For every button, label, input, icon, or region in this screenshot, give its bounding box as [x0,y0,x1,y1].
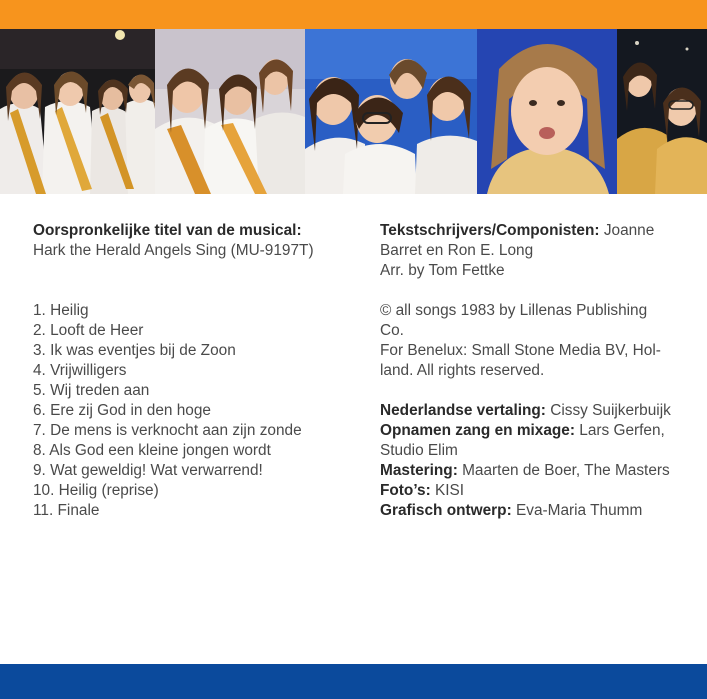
track-item: 8. Als God een kleine jongen wordt [33,442,271,459]
copyright-line-4: land. All rights reserved. [380,362,545,379]
photo-choir-girls [0,29,155,194]
photos-label: Foto’s: [380,482,431,499]
design-credit [380,501,690,521]
track-item: 7. De mens is verknocht aan zijn zonde [33,422,302,439]
writers-label: Tekstschrijvers/Componisten: [380,222,600,239]
design-value: Eva-Maria Thumm [515,502,643,519]
writers-value-2: Barret en Ron E. Long [380,242,534,259]
mastering-credit [380,461,690,481]
track-item: 11. Finale [33,502,100,519]
copyright-line-2: Co. [380,322,404,339]
photo-singing-girls [155,29,305,194]
original-title-value: Hark the Herald Angels Sing (MU-9197T) [33,242,314,259]
recording-label: Opnamen zang en mixage: [380,422,575,439]
track-item: 1. Heilig [33,302,89,319]
recording-credit [380,421,690,441]
copyright-line-1: © all songs 1983 by Lillenas Publishing [380,302,648,319]
track-item: 4. Vrijwilligers [33,362,127,379]
arranger: Arr. by Tom Fettke [380,262,505,279]
track-list [33,301,363,521]
left-column [33,221,363,521]
translation-value: Cissy Suijkerbuijk [550,402,671,419]
mastering-value: Maarten de Boer, The Masters [462,462,670,479]
track-item: 5. Wij treden aan [33,382,150,399]
recording-value-1: Lars Gerfen, [579,422,665,439]
bottom-blue-bar [0,664,707,699]
photo-girls-glasses [617,29,707,194]
track-item: 10. Heilig (reprise) [33,482,159,499]
mastering-label: Mastering: [380,462,458,479]
top-orange-bar [0,0,707,29]
right-column [380,221,690,521]
photos-credit [380,481,690,501]
track-item: 3. Ik was eventjes bij de Zoon [33,342,236,359]
design-label: Grafisch ontwerp: [380,502,512,519]
writers-line-1 [380,221,690,241]
track-item: 2. Looft de Heer [33,322,144,339]
original-title-label: Oorspronkelijke titel van de musical: [33,222,302,239]
photo-strip [0,29,707,194]
writers-value-1: Joanne [603,222,655,239]
photo-girl-closeup [477,29,617,194]
track-item: 6. Ere zij God in den hoge [33,402,211,419]
translation-label: Nederlandse vertaling: [380,402,546,419]
photo-group-girls [305,29,477,194]
track-item: 9. Wat geweldig! Wat verwarrend! [33,462,263,479]
translation-credit [380,401,690,421]
copyright-line-3: For Benelux: Small Stone Media BV, Hol- [380,342,661,359]
recording-value-2: Studio Elim [380,442,458,459]
photos-value: KISI [435,482,465,499]
